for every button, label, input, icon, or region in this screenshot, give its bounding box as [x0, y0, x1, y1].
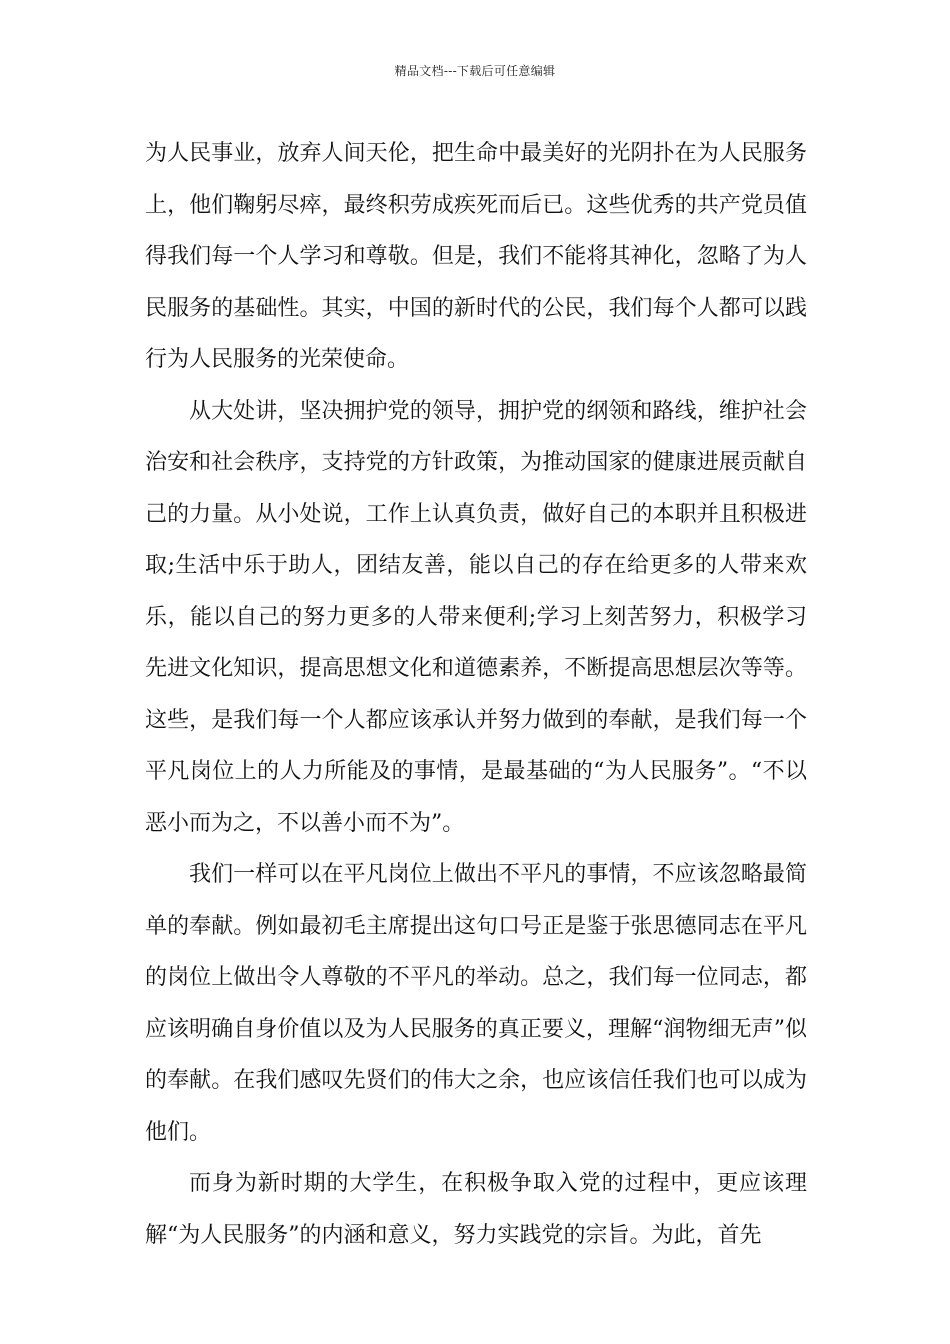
document-body	[145, 128, 807, 1261]
paragraph-4: 而身为新时期的大学生，在积极争取入党的过程中，更应该理解“为人民服务”的内涵和意义，努力实践党的宗旨。为此，首先	[145, 1171, 807, 1248]
paragraph-2: 从大处讲，坚决拥护党的领导，拥护党的纲领和路线，维护社会治安和社会秩序，支持党的方针政策，为推动国家的健康进展贡献自己的力量。从小处说，工作上认真负责，做好自己的本职并且积极进取;生活中乐于助人，团结友善，能以自己的存在给更多的人带来欢乐，能以自己的努力更多的人带来便利;学习上刻苦努力，积极学习先进文化知识，提高思想文化和道德素养，不断提高思想层次等等。这些，是我们每一个人都应该承认并努力做到的奉献，是我们每一个平凡岗位上的人力所能及的事情，是最基础的“为人民服务”。“不以恶小而为之，不以善小而不为”。	[145, 398, 807, 836]
paragraph-1: 为人民事业，放弃人间天伦，把生命中最美好的光阴扑在为人民服务上，他们鞠躬尽瘁，最终积劳成疾死而后已。这些优秀的共产党员值得我们每一个人学习和尊敬。但是，我们不能将其神化，忽略了为人民服务的基础性。其实，中国的新时代的公民，我们每个人都可以践行为人民服务的光荣使命。	[145, 141, 807, 372]
paragraph-3: 我们一样可以在平凡岗位上做出不平凡的事情，不应该忽略最简单的奉献。例如最初毛主席提出这句口号正是鉴于张思德同志在平凡的岗位上做出令人尊敬的不平凡的举动。总之，我们每一位同志，都应该明确自身价值以及为人民服务的真正要义，理解“润物细无声”似的奉献。在我们感叹先贤们的伟大之余，也应该信任我们也可以成为他们。	[145, 862, 807, 1145]
page-header: 精品文档---下载后可任意编辑	[394, 64, 556, 78]
